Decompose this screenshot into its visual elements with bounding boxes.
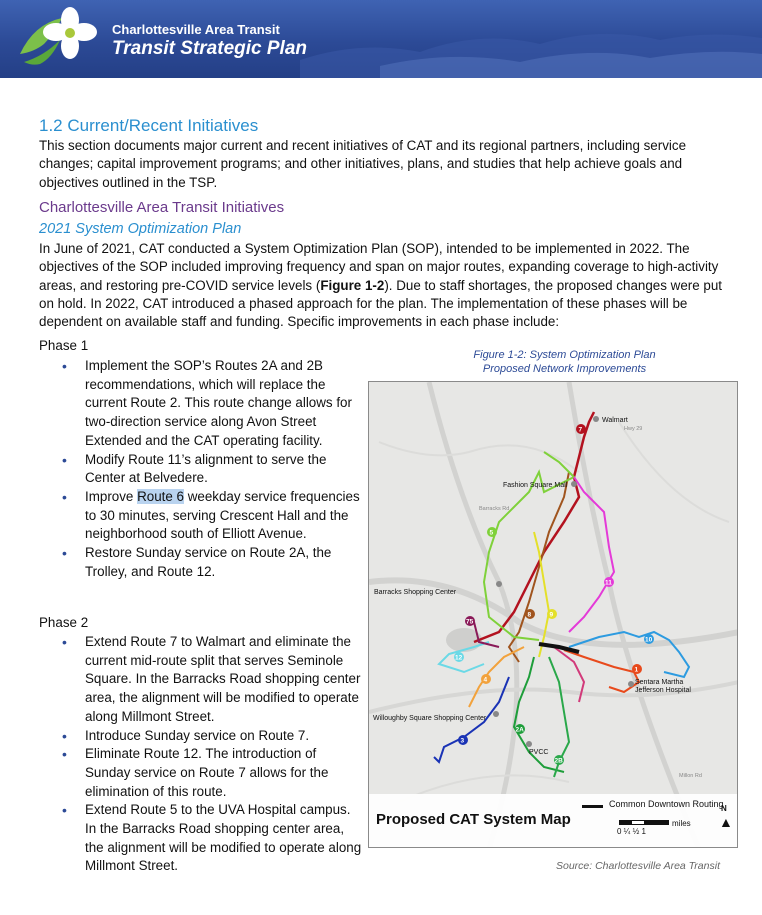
plan-paragraph <box>39 240 729 331</box>
svg-text:5: 5 <box>489 529 494 537</box>
route-map <box>368 381 738 848</box>
route-8-badge <box>525 609 535 619</box>
svg-text:Sentara Martha: Sentara Martha <box>635 679 684 686</box>
route-5-badge <box>487 527 497 537</box>
svg-text:Jefferson Hospital: Jefferson Hospital <box>635 687 691 694</box>
map-legend <box>369 794 737 848</box>
scale-label: 0 ¼ ½ 1 <box>617 827 646 836</box>
svg-text:Walmart: Walmart <box>602 417 628 424</box>
route-75-badge <box>465 616 475 626</box>
plan-heading: 2021 System Optimization Plan <box>39 221 242 237</box>
section-heading: 1.2 Current/Recent Initiatives <box>39 116 259 135</box>
list-item: • Extend Route 7 to Walmart and eliminate the current mid-route split that serves Seminole Square. In the Barracks Road shopping center area, the alignment will be modified to operate along Millmont Street. <box>62 633 362 727</box>
list-item: • Extend Route 5 to the UVA Hospital campus. In the Barracks Road shopping center area, the alignment will be modified to operate along Millmont Street. <box>62 801 362 876</box>
road-label-huntington: Hwy 29 <box>624 426 643 432</box>
list-item: • Introduce Sunday service on Route 7. <box>62 727 362 746</box>
list-item-text: Improve <box>85 488 138 504</box>
north-label: N <box>721 804 727 813</box>
svg-text:10: 10 <box>645 636 653 644</box>
svg-text:9: 9 <box>549 611 554 619</box>
downtown-routing-swatch <box>582 805 603 808</box>
north-arrow-icon: ▲ <box>719 814 733 830</box>
map-svg <box>369 382 738 848</box>
header-banner <box>0 0 762 78</box>
route-12-badge <box>454 652 464 662</box>
svg-text:8: 8 <box>527 611 532 619</box>
list-item: • Eliminate Route 12. The introduction of Sunday service on Route 7 allows for the elimination of this route. <box>62 745 362 801</box>
list-item <box>62 488 362 544</box>
list-item: • Restore Sunday service on Route 2A, the Trolley, and Route 12. <box>62 544 362 581</box>
route-11-badge <box>604 577 614 587</box>
map-title: Proposed CAT System Map <box>376 811 571 828</box>
figure-caption <box>368 348 761 376</box>
route-4-badge <box>481 674 491 684</box>
figure-reference[interactable]: Figure 1-2 <box>320 277 385 293</box>
svg-text:12: 12 <box>455 654 463 662</box>
figure-caption-line1: Figure 1-2: System Optimization Plan <box>473 349 656 361</box>
phase2-label: Phase 2 <box>39 615 89 630</box>
route-10-badge <box>644 634 654 644</box>
place-fashion-square <box>503 481 577 489</box>
route-7-badge <box>576 424 586 434</box>
svg-text:Willoughby Square Shopping Cen: Willoughby Square Shopping Center <box>373 715 487 722</box>
list-item: • Modify Route 11’s alignment to serve the Center at Belvedere. <box>62 451 362 488</box>
svg-text:Barracks Shopping Center: Barracks Shopping Center <box>374 589 457 596</box>
dogwood-logo-icon <box>14 4 106 72</box>
plan-text-b: ). Due to staff shortages, the proposed changes were put on hold. In 2022, CAT introduced a phased approach for the plan. The implementation of these phases will be dependent on available staff and funding. Specific improvements in each phase include: <box>39 277 723 330</box>
road-label-barracks: Barracks Rd <box>479 506 510 512</box>
svg-text:PVCC: PVCC <box>529 749 549 756</box>
svg-text:Fashion Square Mall: Fashion Square Mall <box>503 482 568 489</box>
svg-text:7: 7 <box>578 426 583 434</box>
route-3-badge <box>458 735 468 745</box>
route-2A-badge <box>515 724 525 734</box>
svg-text:11: 11 <box>605 579 612 587</box>
scale-unit: miles <box>672 819 691 828</box>
list-item: • Implement the SOP’s Routes 2A and 2B recommendations, which will replace the current Route 2. This route change allows for two-direction service along Avon Street Extended and the CAT operating facility. <box>62 357 362 451</box>
phase1-label: Phase 1 <box>39 338 89 353</box>
plan-text-a: In June of 2021, CAT conducted a System Optimization Plan (SOP), intended to be implemented in 2022. The objectives of the SOP included improving frequency and span on major routes, expanding coverage to high-activity areas, and restoring pre-COVID service levels ( <box>39 241 719 293</box>
highlighted-text[interactable]: Route 6 <box>137 488 184 504</box>
subsection-heading: Charlottesville Area Transit Initiatives <box>39 199 285 216</box>
phase1-list <box>62 357 362 581</box>
svg-text:4: 4 <box>483 676 488 684</box>
road-label-millon: Millon Rd <box>679 773 702 779</box>
organization-name: Charlottesville Area Transit <box>112 22 280 37</box>
figure-caption-line2: Proposed Network Improvements <box>482 363 647 375</box>
svg-text:3: 3 <box>460 737 465 745</box>
svg-text:2B: 2B <box>554 757 563 765</box>
scale-bar <box>619 820 669 825</box>
route-9-badge <box>547 609 557 619</box>
legend-label: Common Downtown Routing <box>609 799 724 809</box>
svg-text:2A: 2A <box>515 726 524 734</box>
svg-text:1: 1 <box>634 666 639 674</box>
route-2B-badge <box>554 755 564 765</box>
phase2-list <box>62 633 362 876</box>
document-title: Transit Strategic Plan <box>112 38 307 59</box>
intro-paragraph: This section documents major current and recent initiatives of CAT and its regional partners, including service changes; capital improvement programs; and other initiatives, plans, and studies that help achieve goals and objectives outlined in the TSP. <box>39 138 687 190</box>
route-1-badge <box>632 664 642 674</box>
place-sentara <box>628 679 691 694</box>
svg-text:75: 75 <box>466 618 474 626</box>
list-item-text: weekday service frequencies to 30 minutes, serving Crescent Hall and the neighborhood south of Elliott Avenue. <box>85 488 360 542</box>
figure-source: Source: Charlottesville Area Transit <box>556 860 720 872</box>
